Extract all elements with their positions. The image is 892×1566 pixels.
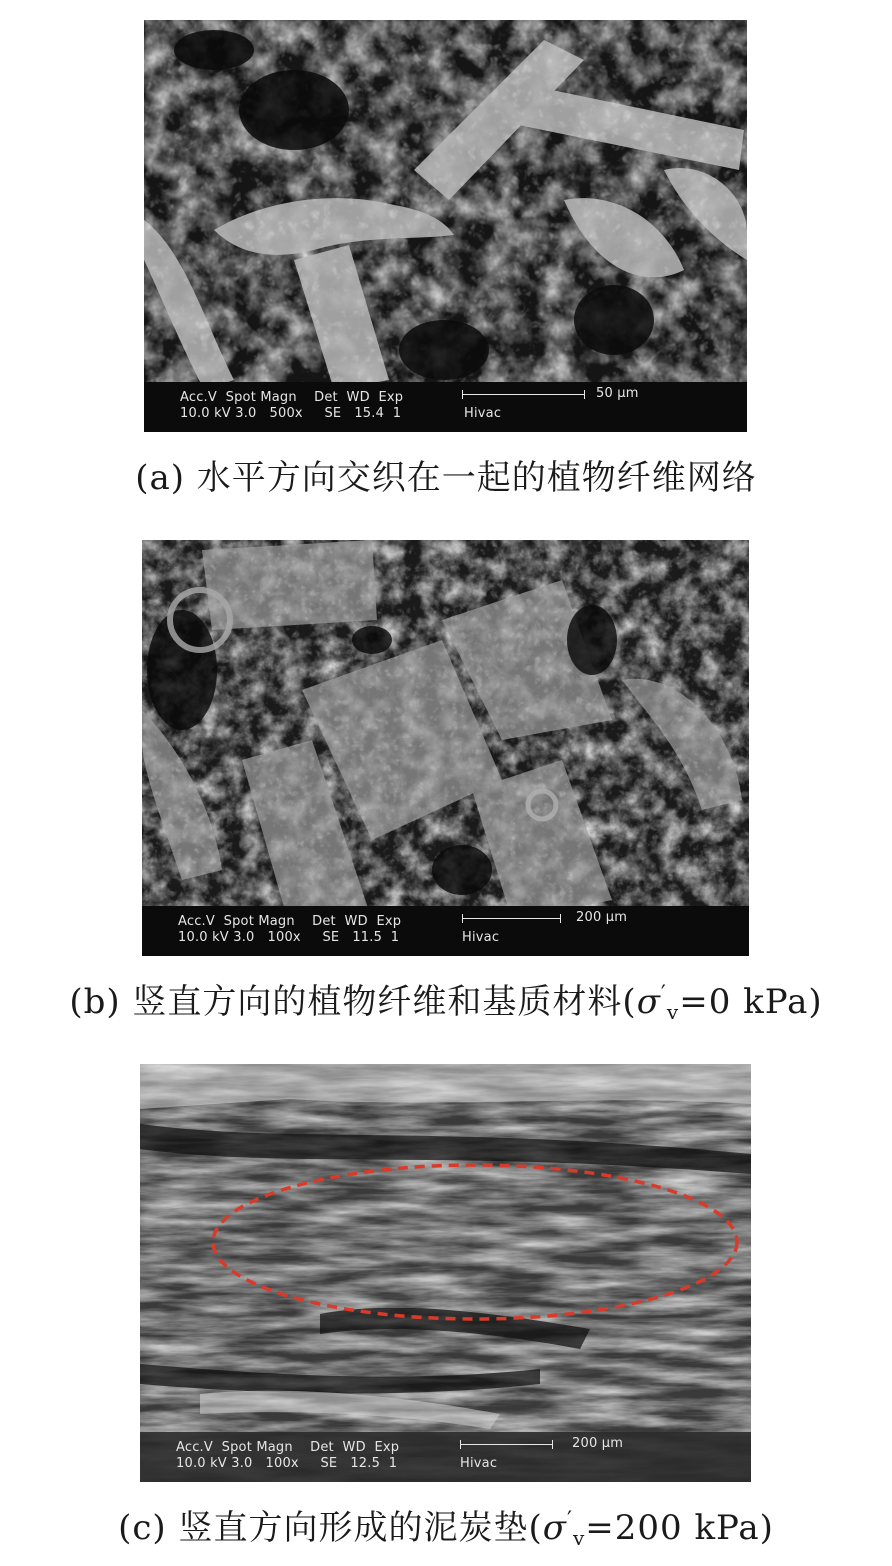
caption-b-prime: ′ [660, 982, 667, 1007]
sem-parameter-values: 10.0 kV 3.0 100x SE 12.5 1 [176, 1456, 398, 1471]
sem-image-b [142, 540, 749, 956]
sem-header-labels: Acc.V Spot Magn Det WD Exp [178, 914, 402, 929]
caption-b-sigma: σ [636, 982, 661, 1022]
sem-parameter-values: 10.0 kV 3.0 100x SE 11.5 1 [178, 930, 400, 945]
scale-bar-label: 50 μm [596, 386, 639, 401]
sem-micrograph-fiber-network [144, 20, 747, 432]
scale-bar-label: 200 μm [572, 1436, 624, 1451]
caption-c-subscript: v [572, 1526, 586, 1550]
caption-b-value: =0 kPa) [679, 982, 823, 1022]
caption-c [0, 1500, 892, 1550]
vacuum-mode: Hivac [462, 930, 500, 945]
caption-b-text: (b) 竖直方向的植物纤维和基质材料( [69, 982, 637, 1022]
scale-bar-right-cap [584, 390, 585, 399]
sem-image-a [144, 20, 747, 432]
scale-bar [460, 1444, 552, 1445]
caption-a: (a) 水平方向交织在一起的植物纤维网络 [135, 458, 757, 498]
scale-bar [462, 918, 560, 919]
caption-c-sigma: σ [542, 1508, 567, 1548]
caption-b [0, 974, 892, 1024]
scale-bar-label: 200 μm [576, 910, 628, 925]
caption-c-prime: ′ [566, 1508, 573, 1533]
scale-bar-right-cap [560, 914, 561, 923]
vacuum-mode: Hivac [464, 406, 502, 421]
sem-header-labels: Acc.V Spot Magn Det WD Exp [180, 390, 404, 405]
caption-b-subscript: v [666, 1000, 680, 1024]
scale-bar [462, 394, 584, 395]
vacuum-mode: Hivac [460, 1456, 498, 1471]
sem-micrograph-peat-mat [140, 1064, 751, 1482]
sem-parameter-values: 10.0 kV 3.0 500x SE 15.4 1 [180, 406, 402, 421]
sem-image-c [140, 1064, 751, 1482]
sem-micrograph-vertical-fibers [142, 540, 749, 956]
scale-bar-right-cap [552, 1440, 553, 1449]
caption-c-value: =200 kPa) [585, 1508, 774, 1548]
caption-c-text: (c) 竖直方向形成的泥炭垫( [118, 1508, 543, 1548]
sem-header-labels: Acc.V Spot Magn Det WD Exp [176, 1440, 400, 1455]
